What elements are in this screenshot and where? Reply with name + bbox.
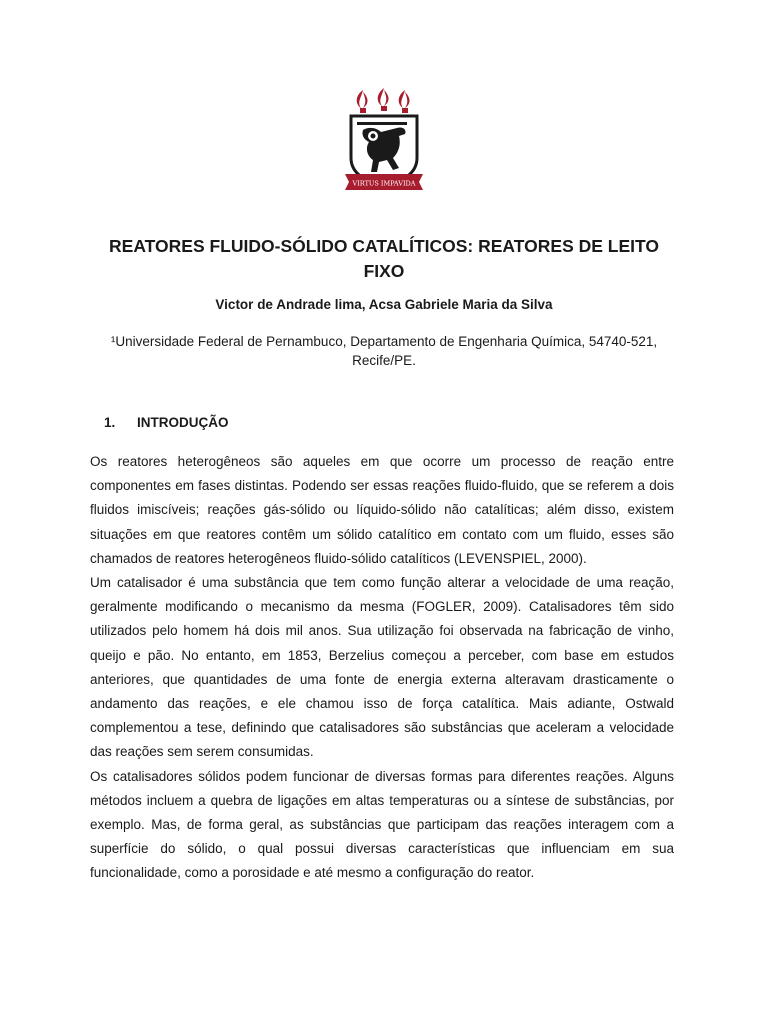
affiliation (90, 332, 678, 370)
motto-text: VIRTUS IMPAVIDA (352, 179, 416, 188)
introduction-body (90, 450, 674, 886)
paragraph-3: Os catalisadores sólidos podem funcionar de diversas formas para diferentes reações. Alguns métodos incluem a quebra de ligações em altas temperaturas ou a síntese de substâncias, por exemplo. Mas, de forma geral, as substâncias que participam das reações interagem com a superfície do sólido, o qual possui diversas características que influenciam em sua funcionalidade, como a porosidade e até mesmo a configuração do reator. (90, 768, 674, 881)
title-line-2: FIXO (363, 261, 405, 281)
section-heading (104, 414, 229, 432)
university-crest-logo (343, 86, 425, 198)
section-title: INTRODUÇÃO (137, 415, 229, 430)
affiliation-line-1: ¹Universidade Federal de Pernambuco, Departamento de Engenharia Química, 54740-521, (110, 334, 658, 349)
torch-flames-icon (357, 88, 410, 113)
paragraph-1: Os reatores heterogêneos são aqueles em que ocorre um processo de reação entre componentes em fases distintas. Podendo ser essas reações fluido-fluido, que se referem a dois fluidos imiscíveis; reações gás-sólido ou líquido-sólido não catalíticas; além disso, existem situações em que reatores contêm um sólido catalítico em contato com um fluido, esses são chamados de reatores heterogêneos fluido-sólido catalíticos (LEVENSPIEL, 2000). (90, 454, 674, 566)
paragraph-2: Um catalisador é uma substância que tem como função alterar a velocidade de uma reação, geralmente modificando o mecanismo da mesma (FOGLER, 2009). Catalisadores têm sido utilizados pelo homem há dois mil anos. Sua utilização foi observada na fabricação de vinho, queijo e pão. No entanto, em 1853, Berzelius começou a perceber, com base em estudos anteriores, que quantidades de uma fonte de energia externa alteravam drasticamente o andamento das reações, e ele chamou isso de força catalítica. Mais adiante, Ostwald complementou a tese, definindo que catalisadores são substâncias que aceleram a velocidade das reações sem serem consumidas. (90, 575, 674, 760)
motto-banner (345, 174, 423, 190)
title-line-1: REATORES FLUIDO-SÓLIDO CATALÍTICOS: REATORES DE LEITO (109, 236, 659, 256)
section-number: 1. (104, 415, 116, 430)
author-list: Victor de Andrade lima, Acsa Gabriele Maria da Silva (215, 297, 553, 312)
paper-title (90, 234, 678, 284)
affiliation-line-2: Recife/PE. (352, 353, 416, 368)
